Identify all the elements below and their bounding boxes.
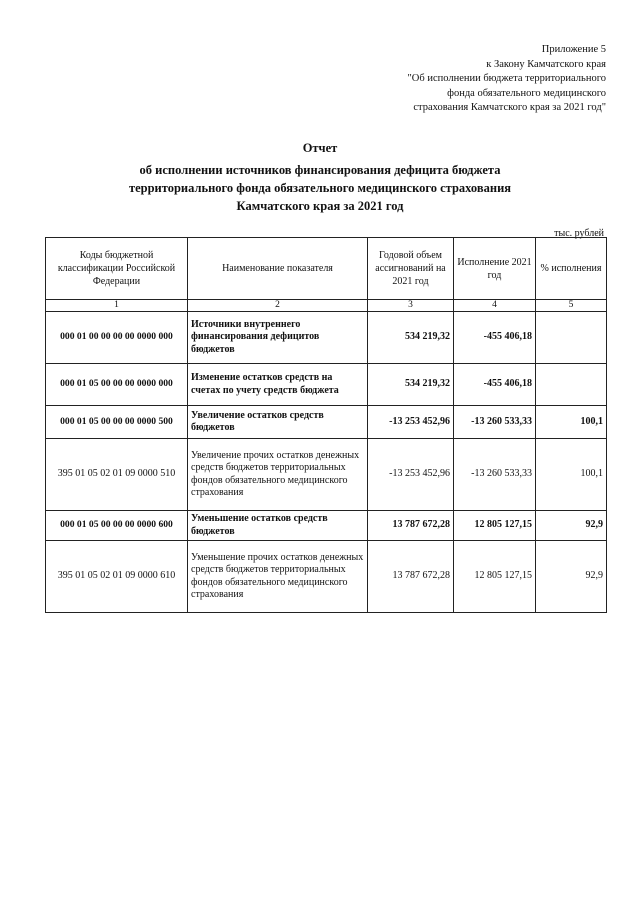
column-number: 1 — [46, 300, 188, 312]
column-number: 5 — [536, 300, 607, 312]
header-name: Наименование показателя — [188, 238, 368, 300]
row-plan: 534 219,32 — [368, 312, 454, 364]
column-number-row — [46, 300, 607, 312]
header-percent: % исполнения — [536, 238, 607, 300]
row-percent — [536, 364, 607, 406]
header-codes: Коды бюджетной классификации Российской Федерации — [46, 238, 188, 300]
table-row — [46, 364, 607, 406]
header-execution: Исполнение 2021 год — [454, 238, 536, 300]
row-plan: -13 253 452,96 — [368, 439, 454, 511]
row-name: Уменьшение прочих остатков денежных средств бюджетов территориальных фондов обязательного медицинского страхования — [188, 541, 368, 613]
table-row — [46, 511, 607, 541]
table-row — [46, 406, 607, 439]
report-table — [45, 237, 607, 613]
row-percent: 92,9 — [536, 511, 607, 541]
row-code: 000 01 05 00 00 00 0000 000 — [46, 364, 188, 406]
table-row — [46, 541, 607, 613]
unit-label: тыс. рублей — [554, 228, 604, 239]
appendix-header — [306, 43, 606, 116]
appendix-line: к Закону Камчатского края — [486, 58, 606, 70]
row-name: Увеличение остатков средств бюджетов — [188, 406, 368, 439]
row-percent: 100,1 — [536, 406, 607, 439]
row-percent — [536, 312, 607, 364]
row-execution: -455 406,18 — [454, 312, 536, 364]
row-code: 000 01 05 00 00 00 0000 500 — [46, 406, 188, 439]
row-name: Увеличение прочих остатков денежных средств бюджетов территориальных фондов обязательного медицинского страхования — [188, 439, 368, 511]
row-execution: -13 260 533,33 — [454, 439, 536, 511]
row-plan: 534 219,32 — [368, 364, 454, 406]
row-code: 000 01 00 00 00 00 0000 000 — [46, 312, 188, 364]
table-row — [46, 439, 607, 511]
row-execution: -13 260 533,33 — [454, 406, 536, 439]
row-name: Источники внутреннего финансирования дефицитов бюджетов — [188, 312, 368, 364]
row-name: Изменение остатков средств на счетах по учету средств бюджета — [188, 364, 368, 406]
column-number: 4 — [454, 300, 536, 312]
title-line: об исполнении источников финансирования дефицита бюджета — [139, 163, 501, 177]
appendix-line: страхования Камчатского края за 2021 год" — [413, 102, 606, 113]
header-plan: Годовой объем ассигнований на 2021 год — [368, 238, 454, 300]
row-plan: 13 787 672,28 — [368, 541, 454, 613]
column-number: 3 — [368, 300, 454, 312]
title-line: Отчет — [302, 141, 338, 155]
row-code: 000 01 05 00 00 00 0000 600 — [46, 511, 188, 541]
row-code: 395 01 05 02 01 09 0000 510 — [46, 439, 188, 511]
row-name: Уменьшение остатков средств бюджетов — [188, 511, 368, 541]
appendix-line: Приложение 5 — [541, 44, 606, 55]
appendix-line: "Об исполнении бюджета территориального — [407, 73, 606, 84]
appendix-line: фонда обязательного медицинского — [447, 87, 606, 99]
row-code: 395 01 05 02 01 09 0000 610 — [46, 541, 188, 613]
column-number: 2 — [188, 300, 368, 312]
header-row — [46, 238, 607, 300]
row-percent: 100,1 — [536, 439, 607, 511]
row-execution: 12 805 127,15 — [454, 541, 536, 613]
row-plan: 13 787 672,28 — [368, 511, 454, 541]
row-plan: -13 253 452,96 — [368, 406, 454, 439]
row-percent: 92,9 — [536, 541, 607, 613]
row-execution: -455 406,18 — [454, 364, 536, 406]
title-line: территориального фонда обязательного медицинского страхования — [128, 181, 512, 195]
row-execution: 12 805 127,15 — [454, 511, 536, 541]
table-row — [46, 312, 607, 364]
title-line: Камчатского края за 2021 год — [236, 199, 404, 213]
report-title — [0, 139, 640, 215]
